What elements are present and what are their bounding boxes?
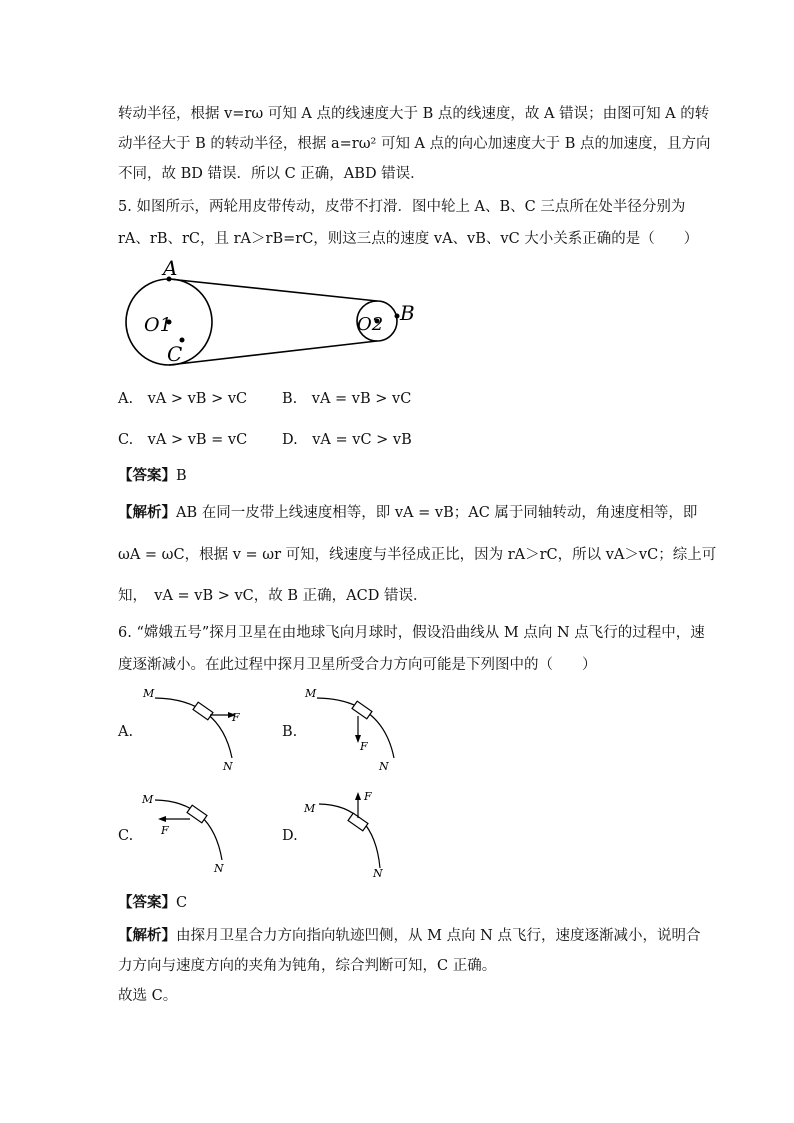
belt-top <box>169 279 377 301</box>
q5-option-b: B. vA = vB > vC <box>282 391 412 407</box>
q6-option-d-label: D. <box>282 828 298 844</box>
q6-stem-line-1: 6. “嫦娥五号”探月卫星在由地球飞向月球时，假设沿曲线从 M 点向 N 点飞行的过程中，速 <box>118 625 705 641</box>
fig-b-f: F <box>360 740 368 753</box>
fig-d-f: F <box>364 790 372 803</box>
fig-b-n: N <box>379 760 389 773</box>
q5-option-c: C. vA > vB = vC <box>118 432 248 448</box>
q5-answer <box>118 466 187 486</box>
q6-analysis-tag: 【解析】 <box>118 927 176 944</box>
label-o2: O2 <box>357 314 384 335</box>
q5-analysis-tag: 【解析】 <box>118 504 176 521</box>
q5-analysis-line-2: ωA = ωC，根据 v = ωr 可知，线速度与半径成正比，因为 rA＞rC，所以 vA＞vC；综上可 <box>118 547 717 563</box>
q6-analysis-line-2: 力方向与速度方向的夹角为钝角，综合判断可知，C 正确。 <box>118 958 497 974</box>
q6-figure-a <box>140 684 250 774</box>
fig-c-n: N <box>214 862 224 875</box>
fig-a-m: M <box>143 687 155 700</box>
fig-c-m: M <box>142 793 154 806</box>
intro-line-1: 转动半径，根据 v=rω 可知 A 点的线速度大于 B 点的线速度，故 A 错误；由图可知 A 的转 <box>118 106 710 122</box>
q6-option-b-label: B. <box>282 724 298 740</box>
q5-analysis-line-3: 知， vA = vB > vC，故 B 正确，ACD 错误． <box>118 588 428 604</box>
fig-b-m: M <box>305 687 317 700</box>
fig-a-n: N <box>223 760 233 773</box>
q6-answer-value: C <box>176 895 188 911</box>
q6-option-a-label: A. <box>118 724 134 740</box>
q5-analysis-line-1 <box>118 503 697 523</box>
q6-figure-c <box>140 788 250 878</box>
q6-figure-d <box>302 786 412 881</box>
q5-analysis-text-1: AB 在同一皮带上线速度相等，即 vA = vB；AC 属于同轴转动，角速度相等，即 <box>176 505 698 521</box>
q5-stem-line-2: rA、rB、rC，且 rA＞rB=rC，则这三点的速度 vA、vB、vC 大小关系正确的是（ ） <box>118 231 699 247</box>
fig-d-n: N <box>373 867 383 880</box>
belt-pulley-figure <box>118 258 418 368</box>
q5-option-d: D. vA = vC > vB <box>282 432 412 448</box>
fig-c-f: F <box>161 824 169 837</box>
q6-conclusion: 故选 C。 <box>118 988 178 1004</box>
fig-d-m: M <box>304 802 316 815</box>
belt-bottom <box>169 341 377 365</box>
intro-line-3: 不同，故 BD 错误．所以 C 正确，ABD 错误． <box>118 166 425 182</box>
q6-figure-b <box>302 684 412 774</box>
q5-stem-line-1: 5. 如图所示，两轮用皮带传动，皮带不打滑．图中轮上 A、B、C 三点所在处半径分别为 <box>118 199 686 215</box>
q6-answer <box>118 893 187 913</box>
q6-analysis-line-1 <box>118 926 700 946</box>
fig-a-f: F <box>232 711 240 724</box>
q6-stem-line-2: 度逐渐减小。在此过程中探月卫星所受合力方向可能是下列图中的（ ） <box>118 657 597 673</box>
label-b: B <box>400 301 415 325</box>
label-c: C <box>167 342 183 366</box>
label-a: A <box>163 256 178 280</box>
q6-option-c-label: C. <box>118 828 134 844</box>
point-b-dot <box>395 314 400 319</box>
intro-line-2: 动半径大于 B 的转动半径，根据 a=rω² 可知 A 点的向心加速度大于 B 点的加速度，且方向 <box>118 136 711 152</box>
q6-analysis-text-1: 由探月卫星合力方向指向轨迹凹侧，从 M 点向 N 点飞行，速度逐渐减小，说明合 <box>176 928 701 944</box>
label-o1: O1 <box>144 314 172 336</box>
q6-answer-tag: 【答案】 <box>118 894 176 911</box>
q5-option-a: A. vA > vB > vC <box>118 391 248 407</box>
q5-answer-value: B <box>176 468 187 484</box>
q5-answer-tag: 【答案】 <box>118 467 176 484</box>
